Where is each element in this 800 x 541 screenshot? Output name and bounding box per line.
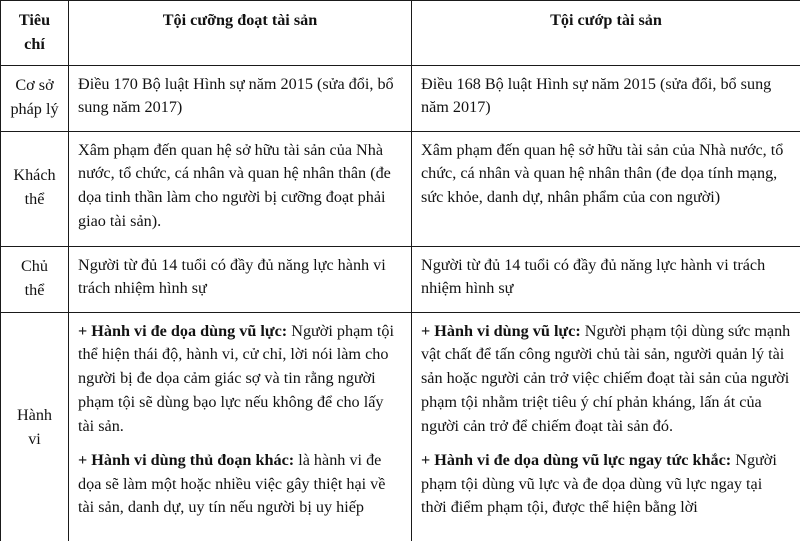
- paragraph-text: Điều 170 Bộ luật Hình sự năm 2015 (sửa đổi, bổ sung năm 2017): [78, 74, 394, 117]
- cell-extortion-subject: [69, 246, 412, 312]
- cell-robbery-object: [412, 131, 800, 246]
- paragraph: [78, 254, 402, 302]
- table-row: [1, 131, 800, 246]
- paragraph: [78, 449, 402, 520]
- paragraph-text: Người từ đủ 14 tuổi có đầy đủ năng lực hành vi trách nhiệm hình sự: [78, 255, 386, 298]
- paragraph-text: Điều 168 Bộ luật Hình sự năm 2015 (sửa đổi, bổ sung năm 2017): [421, 74, 772, 117]
- paragraph-text: Người phạm tội dùng sức mạnh vật chất để tấn công người chủ tài sản, người quản lý tài sản hoặc người cản trở việc chiếm đoạt tài sản của người phạm tội nhằm triệt tiêu ý chí phản kháng, lấn át của người cản trở để chiếm đoạt tài sản đó.: [421, 321, 791, 435]
- paragraph-text: Xâm phạm đến quan hệ sở hữu tài sản của Nhà nước, tổ chức, cá nhân và quan hệ nhân thân (đe dọa tính mạng, sức khỏe, danh dự, nhân phẩm của con người): [421, 140, 784, 207]
- column-header-robbery-label: Tội cướp tài sản: [550, 11, 662, 29]
- cell-robbery-subject: [412, 246, 800, 312]
- cell-extortion-legal-basis: [69, 65, 412, 131]
- row-label-legal-basis: Cơ sở pháp lý: [1, 65, 69, 131]
- paragraph: [78, 139, 402, 234]
- table-row: [1, 65, 800, 131]
- paragraph-lead: + Hành vi dùng vũ lực:: [421, 321, 581, 340]
- paragraph: [78, 73, 402, 121]
- paragraph: [421, 320, 791, 439]
- paragraph-text: Người từ đủ 14 tuổi có đầy đủ năng lực hành vi trách nhiệm hình sự: [421, 255, 766, 298]
- paragraph-text: Xâm phạm đến quan hệ sở hữu tài sản của Nhà nước, tổ chức, cá nhân và quan hệ nhân thân (đe dọa tinh thần làm cho người bị cưỡng đoạt phải giao tài sản).: [78, 140, 391, 231]
- paragraph-lead: + Hành vi đe dọa dùng vũ lực ngay tức khắc:: [421, 450, 732, 469]
- column-header-criteria: [1, 1, 69, 66]
- column-header-extortion-label: Tội cưỡng đoạt tài sản: [162, 11, 318, 29]
- cell-extortion-object: [69, 131, 412, 246]
- paragraph-lead: + Hành vi đe dọa dùng vũ lực:: [78, 321, 288, 340]
- paragraph: [421, 73, 791, 121]
- table-row: [1, 312, 800, 541]
- paragraph-text: Người phạm tội thể hiện thái độ, hành vi, cử chỉ, lời nói làm cho người bị đe dọa cảm giác sợ và tin rằng người phạm tội sẽ dùng bạo lực nếu không để cho lấy tài sản.: [78, 321, 395, 435]
- column-header-extortion: [69, 1, 412, 66]
- row-label-subject: Chủ thể: [1, 246, 69, 312]
- paragraph-text: là hành vi đe dọa sẽ làm một hoặc nhiều việc gây thiệt hại về tài sản, danh dự, uy tín nếu người bị uy hiếp: [78, 450, 386, 517]
- cell-robbery-conduct: [412, 312, 800, 541]
- paragraph: [421, 254, 791, 302]
- row-label-object: Khách thể: [1, 131, 69, 246]
- paragraph-text: Người phạm tội dùng vũ lực và đe dọa dùng vũ lực ngay tại thời điểm phạm tội, được thể hiện bằng lời: [421, 450, 777, 517]
- paragraph: [421, 449, 791, 520]
- paragraph-lead: + Hành vi dùng thủ đoạn khác:: [78, 450, 295, 469]
- paragraph: [78, 320, 402, 439]
- table-header-row: [1, 1, 800, 66]
- column-header-robbery: [412, 1, 800, 66]
- row-label-conduct: Hành vi: [1, 312, 69, 541]
- cell-robbery-legal-basis: [412, 65, 800, 131]
- cell-extortion-conduct: [69, 312, 412, 541]
- paragraph: [421, 139, 791, 210]
- column-header-criteria-label: Tiêu chí: [18, 11, 51, 53]
- table-row: [1, 246, 800, 312]
